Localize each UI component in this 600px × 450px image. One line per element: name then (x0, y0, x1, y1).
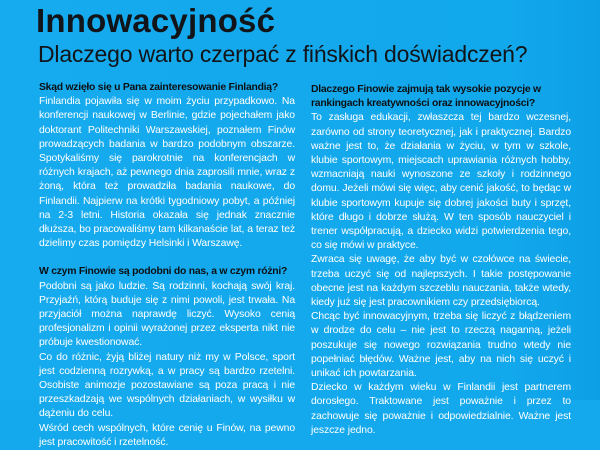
answer-rankings-p3: Chcąc być innowacyjnym, trzeba się liczyć z błądzeniem w drodze do celu – nie jest to rzeczą naganną, jeżeli poszukuje się nowego rozwiązania trudno wtedy nie popełniać błędów. Ważne jest, aby na nich się uczyć i unikać ich powtarzania. (311, 311, 571, 380)
article-title: Innowacyjność (36, 2, 276, 39)
right-column (311, 83, 571, 438)
paragraph-gap (39, 251, 295, 265)
question-rankings: Dlaczego Finowie zajmują tak wysokie pozycje w rankingach kreatywności oraz innowacyjności? (311, 84, 541, 110)
question-similarities: W czym Finowie są podobni do nas, a w czym różni? (39, 266, 288, 278)
answer-rankings-p1: To zasługa edukacji, zwłaszcza tej bardzo wczesnej, zarówno od strony teoretycznej, jak i praktycznej. Bardzo ważne jest to, że działania w życiu, w tym w szkole, klubie sportowym, miejscach uprawiania różnych hobby, wzmacniają nauki wynoszone ze szkoły i rodzinnego domu. Jeżeli mówi się więc, aby cenić jakość, to będąc w klubie sportowym kupuje się dobrej jakości buty i sprzęt, które długo i dobrze służą. W ten sposób nauczyciel i trener współpracują, a dziecko widzi potwierdzenia tego, co się mówi w praktyce. (311, 112, 571, 252)
left-column (39, 81, 295, 450)
answer-rankings-p4: Dziecko w każdym wieku w Finlandii jest partnerem dorosłego. Traktowane jest poważnie i przez to zachowuje się poważnie i odpowiedzialnie. Ważne jest jeszcze jedno. (311, 382, 571, 436)
answer-finland-interest: Finlandia pojawiła się w moim życiu przypadkowo. Na konferencji naukowej w Berlinie, gdzie pojechałem jako doktorant Politechniki Warszawskiej, poznałem Finów prowadzących badania w bardzo podobnym obszarze. Spotykaliśmy się parokrotnie na konferencjach w różnych krajach, aż pewnego dnia zaprosili mnie, wraz z żoną, która też prowadziła badania naukowe, do Finlandii. Najpierw na krótki tygodniowy pobyt, a później na 2-3 letni. Historia okazała się jednak znacznie dłuższa, bo pracowaliśmy tam kilkanaście lat, a teraz też dzielimy czas pomiędzy Helsinki i Warszawę. (39, 96, 295, 250)
answer-similarities-p3: Wśród cech wspólnych, które cenię u Finów, na pewno jest pracowitość i rzetelność. (39, 422, 295, 448)
question-finland-interest: Skąd wzięło się u Pana zainteresowanie Finlandią? (39, 82, 278, 93)
article-subtitle: Dlaczego warto czerpać z fińskich doświadczeń? (38, 41, 528, 67)
answer-similarities-p1: Podobni są jako ludzie. Są rodzinni, kochają swój kraj. Przyjaźń, którą buduje się z nimi powoli, jest trwała. Na przyjaciół można naprawdę liczyć. Wysoko cenią profesjonalizm i opinii wyrażonej przez eksperta nikt nie próbuje kwestionować. (39, 280, 295, 349)
answer-rankings-p2: Zwraca się uwagę, że aby być w czołówce na świecie, trzeba uczyć się od najlepszych. I takie postępowanie obecne jest na każdym szczeblu nauczania, także wtedy, kiedy już się jest pracownikiem czy przedsiębiorcą. (311, 254, 571, 309)
answer-similarities-p2: Co do różnic, żyją bliżej natury niż my w Polsce, sport jest codzienną rozrywką, a w pracy są bardzo rzetelni. Osobiste animozje pozostawiane są poza pracą i nie przeszkadzają we wspólnych działaniach, w wysiłku w dążeniu do celu. (39, 351, 295, 420)
